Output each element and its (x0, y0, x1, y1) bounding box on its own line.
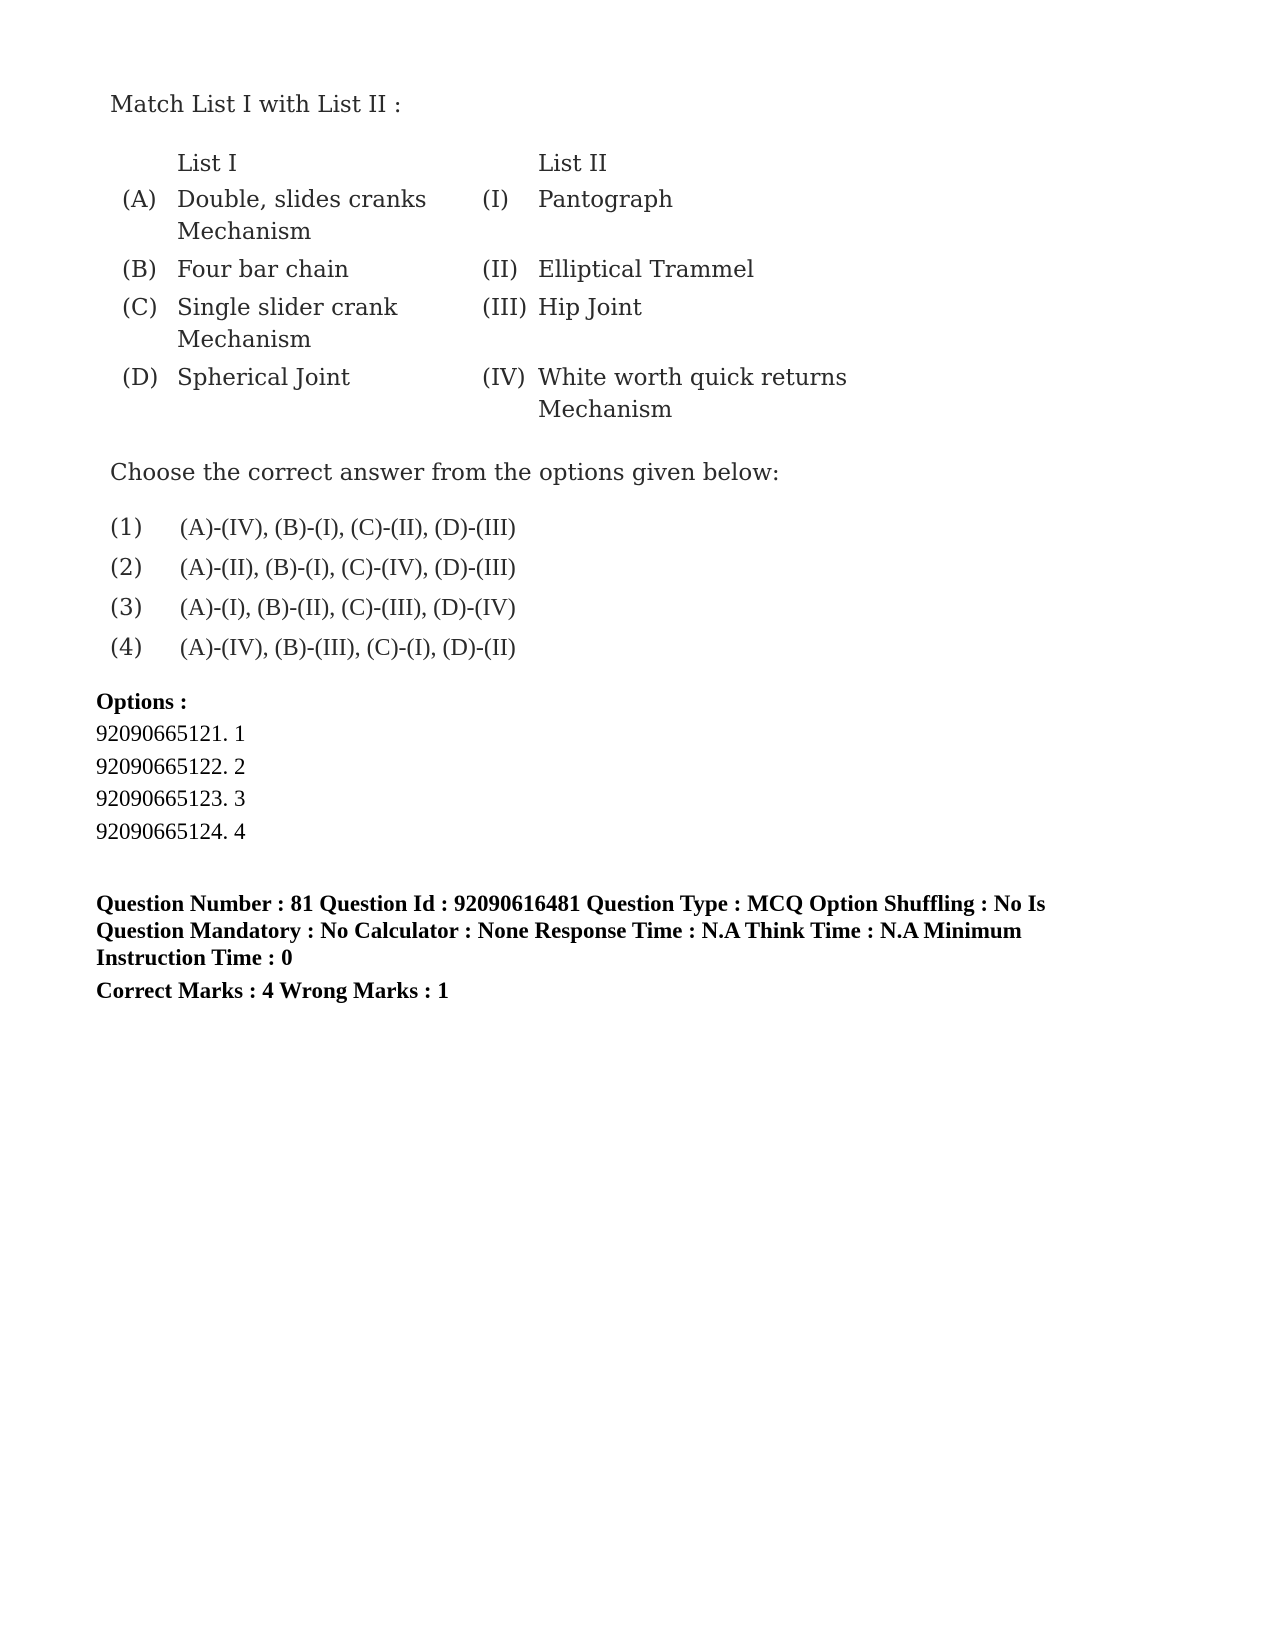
list2-label: (III) (482, 295, 528, 321)
question-metadata (96, 890, 1096, 1004)
list1-label: (B) (122, 257, 157, 283)
option-item: 92090665122. 2 (96, 753, 246, 779)
list2-text: White worth quick returns Mechanism (538, 365, 848, 423)
marks-text: Correct Marks : 4 Wrong Marks : 1 (96, 978, 449, 1003)
answer-number: (2) (110, 555, 143, 581)
answer-number: (1) (110, 515, 143, 541)
list1-header: List I (177, 151, 238, 177)
question-meta-text: Question Number : 81 Question Id : 92090616481 Question Type : MCQ Option Shuffling : No Is Question Mandatory : No Calculator : None Response Time : N.A Think Time : N.A Minimum Instruction Time : 0 (96, 891, 1046, 970)
answer-text: (A)-(IV), (B)-(III), (C)-(I), (D)-(II) (180, 635, 516, 661)
answer-choice (110, 588, 1010, 628)
options-list (96, 686, 246, 848)
match-row (122, 184, 1002, 248)
answer-number: (3) (110, 595, 143, 621)
list2-text: Elliptical Trammel (538, 257, 755, 283)
list2-text: Pantograph (538, 187, 674, 213)
match-row (122, 362, 1002, 426)
answer-choice (110, 548, 1010, 588)
answer-number: (4) (110, 635, 143, 661)
answer-text: (A)-(IV), (B)-(I), (C)-(II), (D)-(III) (180, 515, 516, 541)
list2-label: (IV) (482, 365, 526, 391)
list1-text: Spherical Joint (177, 365, 350, 391)
list1-label: (C) (122, 295, 158, 321)
list1-label: (D) (122, 365, 159, 391)
match-table-header (122, 144, 1002, 184)
choose-instruction: Choose the correct answer from the options given below: (110, 460, 780, 486)
list2-label: (II) (482, 257, 519, 283)
answer-choices (110, 508, 1010, 668)
list1-text: Single slider crank Mechanism (177, 295, 398, 353)
answer-choice (110, 628, 1010, 668)
list1-text: Double, slides cranks Mechanism (177, 187, 427, 245)
option-item: 92090665124. 4 (96, 818, 246, 844)
answer-text: (A)-(II), (B)-(I), (C)-(IV), (D)-(III) (180, 555, 516, 581)
match-row (122, 292, 1002, 356)
options-title: Options : (96, 689, 188, 714)
list2-text: Hip Joint (538, 295, 642, 321)
question-image-block (110, 88, 1010, 668)
list2-label: (I) (482, 187, 510, 213)
answer-choice (110, 508, 1010, 548)
option-item: 92090665123. 3 (96, 786, 246, 811)
answer-text: (A)-(I), (B)-(II), (C)-(III), (D)-(IV) (180, 595, 516, 621)
match-row (122, 254, 1002, 286)
match-table (122, 144, 1002, 426)
question-intro: Match List I with List II : (110, 92, 402, 118)
list2-header: List II (538, 151, 608, 177)
list1-label: (A) (122, 187, 157, 213)
list1-text: Four bar chain (177, 257, 349, 283)
option-item: 92090665121. 1 (96, 721, 246, 746)
